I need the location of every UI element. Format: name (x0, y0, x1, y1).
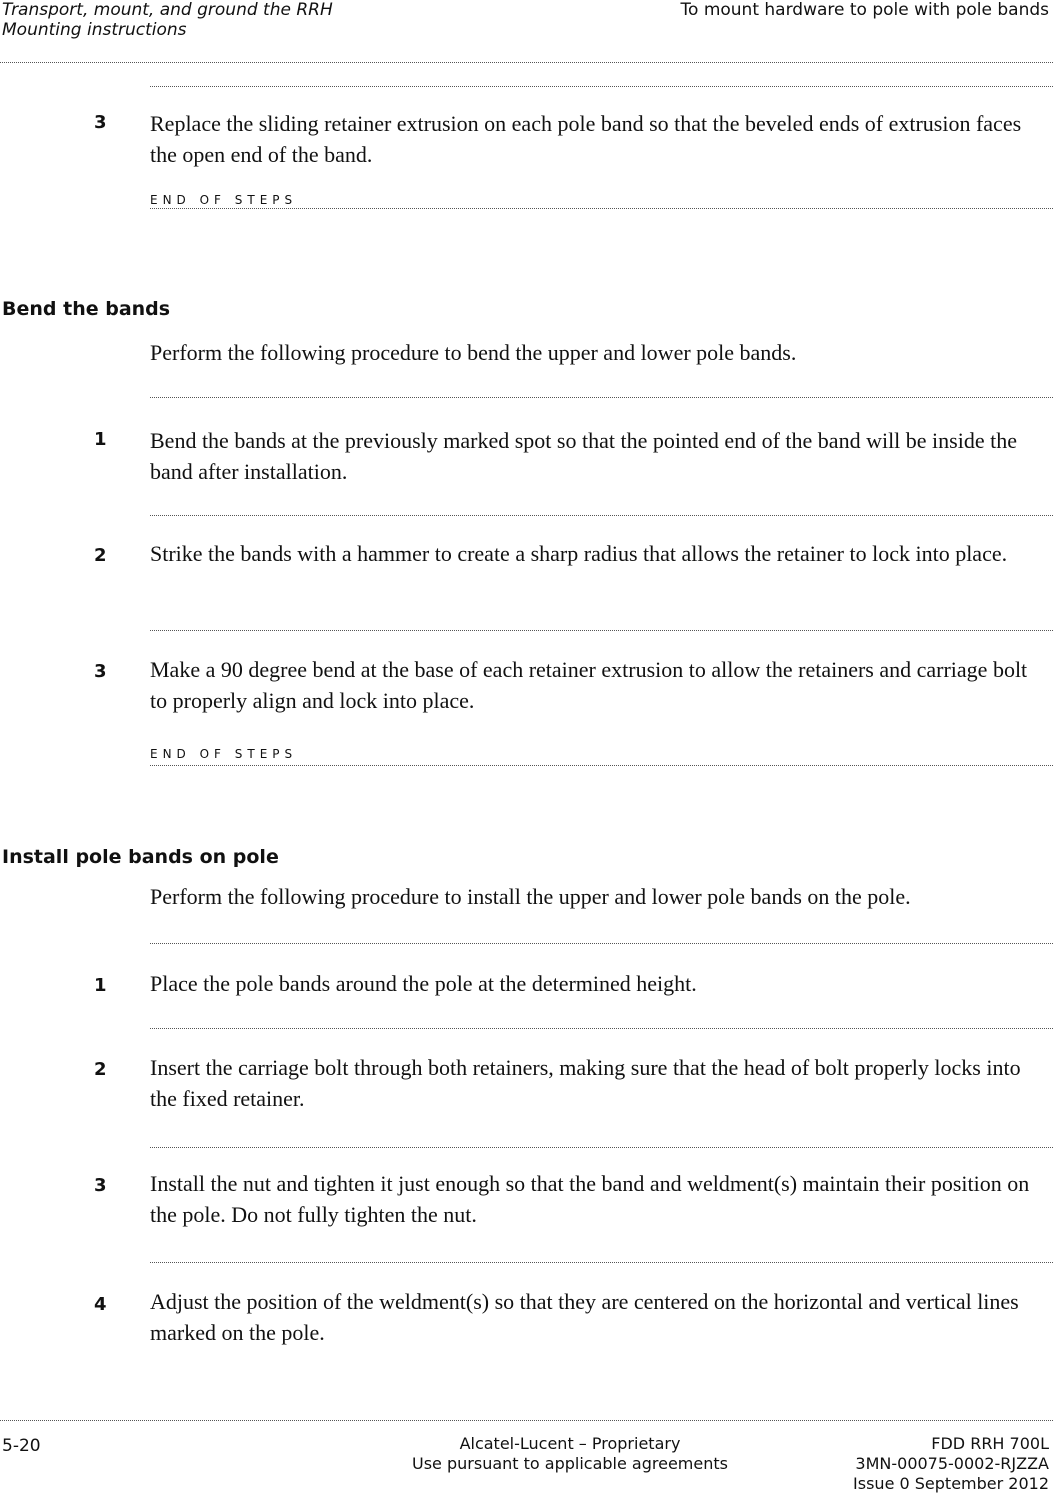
step-separator (150, 943, 1053, 944)
header-rule (0, 62, 1053, 63)
section-heading: Install pole bands on pole (2, 846, 279, 868)
footer-rule (0, 1420, 1053, 1421)
step-number: 4 (94, 1294, 107, 1315)
step-number: 1 (94, 429, 107, 450)
running-header-right: To mount hardware to pole with pole bands (680, 0, 1049, 20)
header-chapter-title: Transport, mount, and ground the RRH (2, 0, 333, 20)
step-separator (150, 1262, 1053, 1263)
step-text: Strike the bands with a hammer to create a sharp radius that allows the retainer to lock into place. (150, 541, 1008, 566)
step-text: Place the pole bands around the pole at the determined height. (150, 971, 697, 996)
header-section-title: Mounting instructions (2, 20, 187, 40)
footer-proprietary-notice (400, 1434, 740, 1474)
step-separator (150, 630, 1053, 631)
step-text: Replace the sliding retainer extrusion on each pole band so that the beveled ends of extrusion faces the open end of the band. (150, 111, 1022, 167)
page-number: 5-20 (2, 1436, 41, 1456)
section-intro: Perform the following procedure to bend the upper and lower pole bands. (150, 340, 797, 365)
step-separator (150, 515, 1053, 516)
running-header-left (2, 0, 333, 40)
step-text: Insert the carriage bolt through both retainers, making sure that the head of bolt properly locks into the fixed retainer. (150, 1055, 1021, 1111)
step-number: 3 (94, 1175, 107, 1196)
footer-issue: Issue 0 September 2012 (853, 1474, 1049, 1493)
step-separator (150, 397, 1053, 398)
step-number: 3 (94, 661, 107, 682)
step-number: 1 (94, 975, 107, 996)
step-separator (150, 1028, 1053, 1029)
step-text: Make a 90 degree bend at the base of each retainer extrusion to allow the retainers and carriage bolt to properly align and lock into place. (150, 657, 1028, 713)
footer-usage-note: Use pursuant to applicable agreements (412, 1454, 728, 1473)
footer-doc-number: 3MN-00075-0002-RJZZA (855, 1454, 1049, 1473)
section-intro: Perform the following procedure to install the upper and lower pole bands on the pole. (150, 884, 911, 909)
step-separator (150, 1147, 1053, 1148)
footer-company: Alcatel-Lucent – Proprietary (459, 1434, 681, 1453)
step-number: 2 (94, 545, 107, 566)
step-text: Bend the bands at the previously marked spot so that the pointed end of the band will be inside the band after installation. (150, 428, 1017, 484)
end-of-steps-rule (150, 765, 1053, 766)
step-separator (150, 86, 1053, 87)
step-text: Adjust the position of the weldment(s) so that they are centered on the horizontal and vertical lines marked on the pole. (150, 1289, 1019, 1345)
footer-product: FDD RRH 700L (931, 1434, 1049, 1453)
step-number: 3 (94, 112, 107, 133)
section-heading: Bend the bands (2, 298, 171, 320)
step-number: 2 (94, 1059, 107, 1080)
step-text: Install the nut and tighten it just enough so that the band and weldment(s) maintain their position on the pole. Do not fully tighten the nut. (150, 1171, 1030, 1227)
end-of-steps-label: END OF STEPS (150, 193, 298, 207)
end-of-steps-label: END OF STEPS (150, 747, 298, 761)
end-of-steps-rule (150, 208, 1053, 209)
footer-document-info (853, 1434, 1049, 1494)
